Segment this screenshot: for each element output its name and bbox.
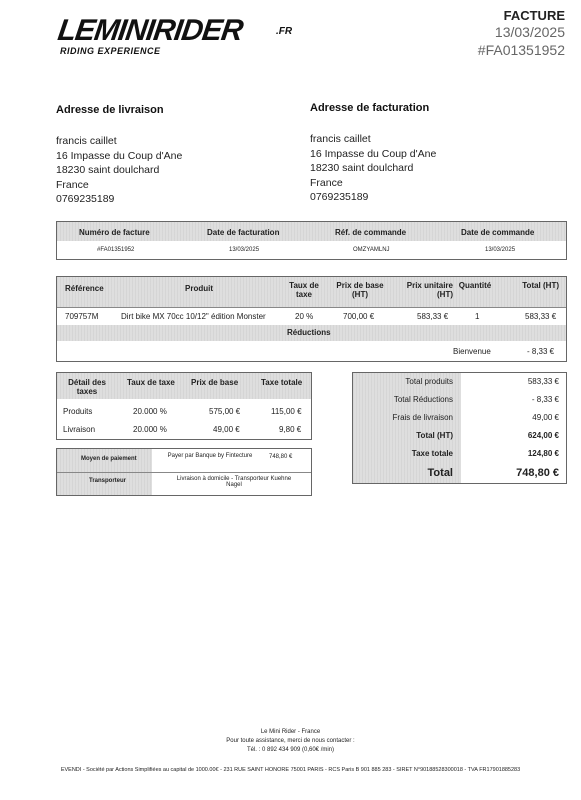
shipping-heading: Adresse de livraison — [56, 104, 164, 116]
col-quantity: Quantité — [458, 281, 492, 290]
shipping-fees-value: 49,00 € — [532, 413, 559, 422]
product-base-price: 700,00 € — [343, 312, 375, 321]
value-order-date: 13/03/2025 — [485, 247, 516, 253]
value-invoice-date: 13/03/2025 — [229, 247, 260, 253]
product-reference: 709757M — [65, 312, 99, 321]
product-tax-rate: 20 % — [295, 312, 314, 321]
products-table — [56, 276, 567, 362]
total-reductions-label: Total Réductions — [393, 395, 453, 404]
billing-street: 16 Impasse du Coup d'Ane — [310, 147, 437, 160]
invoice-info-table — [56, 221, 567, 260]
reductions-label: Réductions — [287, 328, 331, 337]
payment-method: Payer par Banque by Fintecture — [167, 453, 253, 459]
grand-total-label: Total — [427, 467, 453, 479]
col-product: Produit — [185, 284, 213, 293]
invoice-number: #FA01351952 — [477, 42, 565, 58]
invoice-header — [478, 8, 565, 59]
payment-label: Moyen de paiement — [81, 456, 137, 462]
invoice-date: 13/03/2025 — [494, 24, 565, 40]
billing-address — [310, 102, 436, 205]
tax-col-total: Taxe totale — [261, 378, 303, 387]
total-reductions-value: - 8,33 € — [531, 395, 559, 404]
tax-row-shipping-base: 49,00 € — [213, 425, 240, 434]
reduction-value: - 8,33 € — [527, 347, 555, 356]
tax-col-base: Prix de base — [191, 378, 239, 387]
shipping-country: France — [56, 178, 89, 191]
tax-detail-table — [56, 372, 312, 440]
header-order-date: Date de commande — [461, 228, 535, 237]
footer-company: Le Mini Rider - France — [260, 729, 321, 735]
divider — [57, 307, 566, 308]
total-ht-label: Total (HT) — [416, 431, 453, 440]
tax-row-shipping-tax: 9,80 € — [279, 425, 302, 434]
logo-domain: .FR — [276, 26, 293, 37]
tax-row-products-tax: 115,00 € — [271, 407, 302, 416]
billing-name: francis caillet — [310, 133, 371, 145]
shipping-fees-label: Frais de livraison — [392, 413, 453, 422]
total-products-value: 583,33 € — [527, 377, 559, 386]
tax-col-rate: Taux de taxe — [127, 378, 175, 387]
col-reference: Référence — [65, 284, 104, 293]
header-invoice-date: Date de facturation — [207, 228, 280, 237]
value-invoice-number: #FA01351952 — [97, 247, 135, 253]
tax-row-products-base: 575,00 € — [209, 407, 241, 416]
product-name: Dirt bike MX 70cc 10/12" édition Monster — [121, 312, 266, 321]
billing-country: France — [310, 176, 343, 189]
brand-logo — [55, 14, 308, 62]
footer — [0, 728, 581, 755]
product-total: 583,33 € — [525, 312, 557, 321]
billing-phone: 0769235189 — [310, 191, 369, 203]
shipping-street: 16 Impasse du Coup d'Ane — [56, 149, 183, 162]
total-products-label: Total produits — [405, 377, 453, 386]
tax-row-products-label: Produits — [63, 407, 93, 416]
reduction-name: Bienvenue — [453, 347, 491, 356]
billing-heading: Adresse de facturation — [310, 102, 430, 114]
shipping-city: 18230 saint doulchard — [56, 164, 160, 176]
footer-legal: EVENDI - Société par Actions Simplifiées au capital de 1000.00€ - 231 RUE SAINT HONORE 75001 PARIS - RCS Paris B 901 885 283 - SIRET N°90188528300018 - TVA FR17901885283 — [60, 767, 521, 773]
billing-city: 18230 saint doulchard — [310, 162, 414, 174]
tax-row-shipping-label: Livraison — [63, 425, 96, 434]
tax-col-detail: Détail des taxes — [68, 378, 106, 396]
grand-total-value: 748,80 € — [516, 467, 559, 479]
tax-row-products-rate: 20.000 % — [133, 407, 167, 416]
logo-tagline: RIDING EXPERIENCE — [60, 46, 161, 56]
shipping-phone: 0769235189 — [56, 193, 115, 205]
product-unit-price: 583,33 € — [417, 312, 449, 321]
header-invoice-number: Numéro de facture — [79, 228, 150, 237]
logo-wordmark: LEMINIRIDER — [55, 14, 245, 47]
document-title: FACTURE — [503, 8, 565, 23]
col-unit-price: Prix unitaire (HT) — [406, 281, 453, 299]
totals-table — [352, 372, 567, 484]
header-order-ref: Réf. de commande — [335, 228, 407, 237]
product-quantity: 1 — [475, 312, 480, 321]
col-total: Total (HT) — [522, 281, 559, 290]
divider — [57, 472, 311, 473]
tax-row-shipping-rate: 20.000 % — [133, 425, 167, 434]
shipping-name: francis caillet — [56, 135, 117, 147]
value-order-ref: OMZYAMLNJ — [353, 247, 390, 253]
carrier-name: Livraison à domicile - Transporteur Kuehne Nagel — [176, 476, 292, 488]
total-tax-label: Taxe totale — [411, 449, 453, 458]
carrier-label: Transporteur — [89, 478, 127, 484]
footer-phone: Tél. : 0 892 434 909 (0,60€ /min) — [246, 747, 335, 753]
total-tax-value: 124,80 € — [527, 449, 559, 458]
footer-assistance: Pour toute assistance, merci de nous contacter : — [226, 738, 355, 744]
shipping-address — [56, 104, 182, 207]
payment-amount: 748,80 € — [269, 454, 293, 460]
col-base-price: Prix de base (HT) — [336, 281, 384, 299]
payment-carrier-table — [56, 448, 312, 496]
col-tax-rate: Taux de taxe — [289, 281, 319, 299]
total-ht-value: 624,00 € — [527, 431, 559, 440]
